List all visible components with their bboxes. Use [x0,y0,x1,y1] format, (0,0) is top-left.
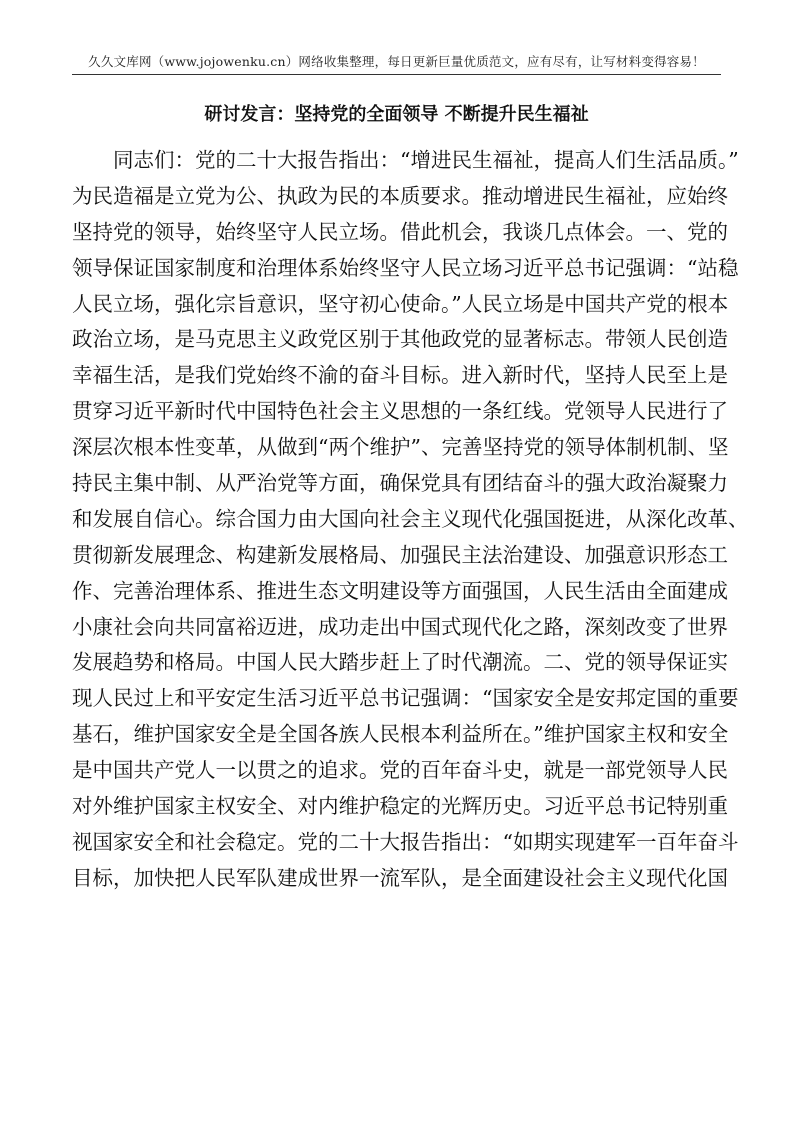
body-line: 政治立场，是马克思主义政党区别于其他政党的显著标志。带领人民创造 [72,327,728,352]
body-line: 为民造福是立党为公、执政为民的本质要求。推动增进民生福祉，应始终 [72,183,728,208]
body-line: 深层次根本性变革，从做到“两个维护”、完善坚持党的领导体制机制、坚 [72,435,729,460]
body-line: 基石，维护国家安全是全国各族人民根本利益所在。”维护国家主权和安全 [72,722,729,747]
body-line: 是中国共产党人一以贯之的追求。党的百年奋斗史，就是一部党领导人民 [72,758,728,783]
document-title: 研讨发言：坚持党的全面领导 不断提升民生福祉 [204,104,589,125]
body-line: 同志们：党的二十大报告指出：“增进民生福祉，提高人们生活品质。” [113,148,739,172]
body-line: 领导保证国家制度和治理体系始终坚守人民立场习近平总书记强调：“站稳 [72,255,739,280]
body-line: 和发展自信心。综合国力由大国向社会主义现代化强国挺进，从深化改革、 [72,506,749,531]
body-line: 发展趋势和格局。中国人民大踏步赶上了时代潮流。二、党的领导保证实 [72,650,728,675]
body-line: 目标，加快把人民军队建成世界一流军队，是全面建设社会主义现代化国 [72,865,728,890]
body-line: 幸福生活，是我们党始终不渝的奋斗目标。进入新时代，坚持人民至上是 [72,363,728,388]
body-line: 现人民过上和平安定生活习近平总书记强调：“国家安全是安邦定国的重要 [72,686,739,711]
body-line: 对外维护国家主权安全、对内维护稳定的光辉历史。习近平总书记特别重 [72,794,728,819]
body-line: 视国家安全和社会稳定。党的二十大报告指出：“如期实现建军一百年奋斗 [72,829,739,854]
document-body [72,143,749,897]
body-line: 作、完善治理体系、推进生态文明建设等方面强国，人民生活由全面建成 [72,578,728,603]
body-line: 坚持党的领导，始终坚守人民立场。借此机会，我谈几点体会。一、党的 [72,219,728,244]
body-line: 人民立场，强化宗旨意识，坚守初心使命。”人民立场是中国共产党的根本 [72,291,729,316]
body-line: 持民主集中制、从严治党等方面，确保党具有团结奋斗的强大政治凝聚力 [72,471,728,496]
header-divider [72,74,721,75]
body-line: 小康社会向共同富裕迈进，成功走出中国式现代化之路，深刻改变了世界 [72,614,728,639]
page-header-text: 久久文库网（www.jojowenku.cn）网络收集整理，每日更新巨量优质范文，应有尽有，让写材料变得容易！ [88,54,705,69]
body-line: 贯彻新发展理念、构建新发展格局、加强民主法治建设、加强意识形态工 [72,542,728,567]
body-line: 贯穿习近平新时代中国特色社会主义思想的一条红线。党领导人民进行了 [72,399,728,424]
